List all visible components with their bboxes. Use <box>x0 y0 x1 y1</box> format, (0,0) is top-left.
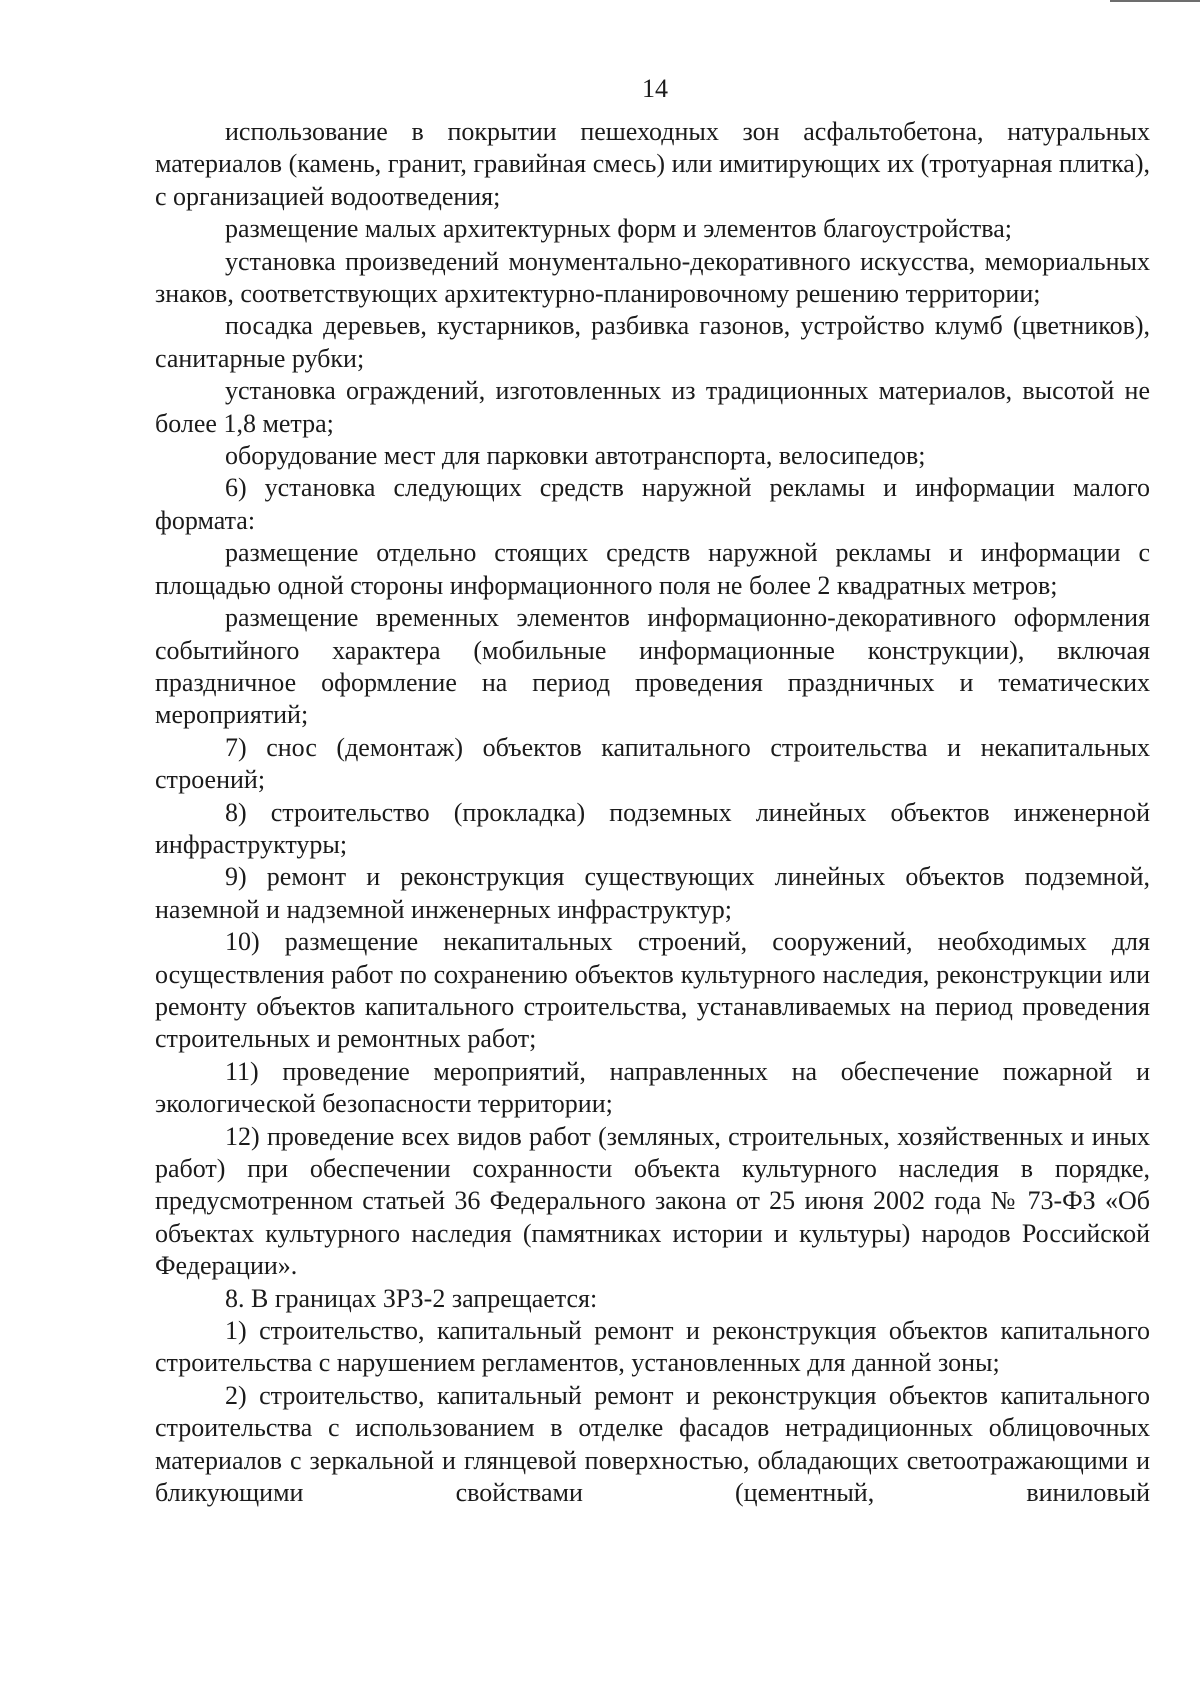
list-item-12-works-heritage: 12) проведение всех видов работ (земляных, строительных, хозяйственных и иных работ) при обеспечении сохранности объекта культурного наследия в порядке, предусмотренном статьей 36 Федерального закона от 25 июня 2002 года № 73-ФЗ «Об объектах культурного наследия (памятниках истории и культуры) народов Российской Федерации». <box>155 1121 1150 1281</box>
paragraph-fences: установка ограждений, изготовленных из традиционных материалов, высотой не более 1,8 метра; <box>155 376 1150 438</box>
list-item-9-repair-infrastructure: 9) ремонт и реконструкция существующих линейных объектов подземной, наземной и надземной инженерных инфраструктур; <box>155 862 1150 924</box>
paragraph-planting: посадка деревьев, кустарников, разбивка газонов, устройство клумб (цветников), санитарные рубки; <box>155 311 1150 373</box>
paragraph-parking: оборудование мест для парковки автотранспорта, велосипедов; <box>225 441 926 471</box>
prohibition-item-2: 2) строительство, капитальный ремонт и реконструкция объектов капитального строительства с использованием в отделке фасадов нетрадиционных облицовочных материалов с зеркальной и глянцевой поверхностью, обладающих светоотражающими и бликующими свойствами (цементный, виниловый <box>155 1380 1150 1508</box>
section-8-heading: 8. В границах ЗРЗ-2 запрещается: <box>225 1283 598 1313</box>
list-item-7-demolition: 7) снос (демонтаж) объектов капитального строительства и некапитальных строений; <box>155 732 1150 795</box>
list-item-10-temporary-structures: 10) размещение некапитальных строений, сооружений, необходимых для осуществления работ по сохранению объектов культурного наследия, реконструкции или ремонту объектов капитального строительства, устанавливаемых на период проведения строительных и ремонтных работ; <box>155 927 1150 1054</box>
scan-edge-mark <box>1110 0 1200 2</box>
list-item-6-advertising: 6) установка следующих средств наружной рекламы и информации малого формата: <box>155 473 1150 535</box>
paragraph-monumental-art: установка произведений монументально-декоративного искусства, мемориальных знаков, соответствующих архитектурно-планировочному решению территории; <box>155 246 1150 309</box>
paragraph-small-architectural-forms: размещение малых архитектурных форм и элементов благоустройства; <box>225 214 1012 244</box>
list-item-8-underground-construction: 8) строительство (прокладка) подземных линейных объектов инженерной инфраструктуры; <box>155 797 1150 859</box>
page-number: 14 <box>642 74 668 103</box>
paragraph-standalone-advertising: размещение отдельно стоящих средств наружной рекламы и информации с площадью одной стороны информационного поля не более 2 квадратных метров; <box>155 538 1150 600</box>
prohibition-item-1: 1) строительство, капитальный ремонт и реконструкция объектов капитального строительства с нарушением регламентов, установленных для данной зоны; <box>155 1316 1150 1378</box>
paragraph-temporary-decoration: размещение временных элементов информационно-декоративного оформления событийного характера (мобильные информационные конструкции), включая праздничное оформление на период проведения праздничных и тематических мероприятий; <box>155 603 1150 730</box>
list-item-11-safety-measures: 11) проведение мероприятий, направленных на обеспечение пожарной и экологической безопасности территории; <box>155 1056 1150 1119</box>
document-body <box>155 116 1150 1509</box>
paragraph-pedestrian-paving: использование в покрытии пешеходных зон асфальтобетона, натуральных материалов (камень, гранит, гравийная смесь) или имитирующих их (тротуарная плитка), с организацией водоотведения; <box>155 117 1150 211</box>
